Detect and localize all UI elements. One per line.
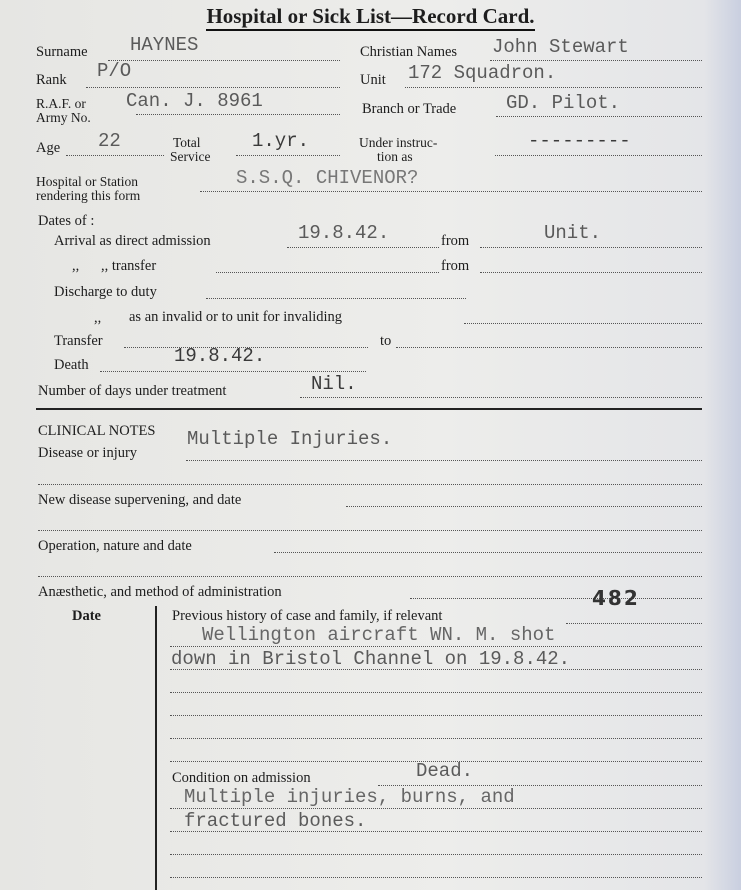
history-line-1: Wellington aircraft WN. M. shot — [202, 624, 556, 646]
blank-line — [38, 530, 702, 531]
history-rule-4 — [170, 715, 702, 716]
days-treatment-line — [300, 397, 702, 398]
age-line — [66, 155, 164, 156]
raf-no-value: Can. J. 8961 — [126, 90, 263, 112]
raf-no-line — [136, 114, 340, 115]
christian-names-value: John Stewart — [492, 36, 629, 58]
arrival-from-value: Unit. — [544, 222, 602, 244]
history-rule-1 — [170, 646, 702, 647]
disease-value: Multiple Injuries. — [187, 428, 393, 450]
condition-label: Condition on admission — [172, 770, 311, 786]
unit-value: 172 Squadron. — [408, 62, 557, 84]
raf-no-label-1: R.A.F. or — [36, 96, 86, 111]
previous-history-line — [566, 623, 702, 624]
condition-rule-4 — [170, 877, 702, 878]
arrival-line — [287, 247, 439, 248]
invalid-label: as an invalid or to unit for invaliding — [129, 309, 343, 325]
transfer-from-label: from — [441, 258, 470, 274]
blank-line — [38, 576, 702, 577]
from-label: from — [441, 233, 470, 249]
transfer-ditto-label: ,, ,, transfer — [72, 258, 157, 274]
death-line — [100, 371, 366, 372]
days-treatment-label: Number of days under treatment — [38, 383, 227, 399]
age-label: Age — [36, 140, 61, 156]
history-line-2: down in Bristol Channel on 19.8.42. — [171, 648, 571, 670]
operation-line — [274, 552, 702, 553]
date-column-divider — [155, 606, 157, 890]
surname-value: HAYNES — [130, 34, 199, 56]
arrival-from-line — [480, 247, 702, 248]
card-title — [0, 4, 741, 29]
christian-names-label: Christian Names — [360, 44, 458, 60]
disease-label: Disease or injury — [38, 445, 138, 461]
branch-line — [496, 116, 702, 117]
unit-line — [405, 87, 702, 88]
rank-label: Rank — [36, 72, 67, 88]
anaesthetic-label: Anæsthetic, and method of administration — [38, 584, 282, 600]
history-rule-3 — [170, 692, 702, 693]
branch-value: GD. Pilot. — [506, 92, 621, 114]
days-treatment-value: Nil. — [311, 373, 357, 395]
surname-line — [108, 60, 340, 61]
under-instruction-line — [495, 155, 702, 156]
new-disease-line — [346, 506, 702, 507]
disease-line — [186, 460, 702, 461]
total-service-label-2: Service — [170, 149, 211, 164]
arrival-date-value: 19.8.42. — [298, 222, 390, 244]
surname-label: Surname — [36, 44, 88, 60]
transfer-from-line — [480, 272, 702, 273]
unit-label: Unit — [360, 72, 386, 88]
operation-label: Operation, nature and date — [38, 538, 192, 554]
total-service-value: 1.yr. — [252, 130, 310, 152]
condition-rule-3 — [170, 854, 702, 855]
total-service-line — [236, 155, 340, 156]
transfer-label: Transfer — [54, 333, 103, 349]
condition-rule-1 — [170, 808, 702, 809]
hospital-value: S.S.Q. CHIVENOR? — [236, 167, 419, 189]
clinical-notes-label: CLINICAL NOTES — [38, 423, 156, 439]
under-instruction-label-2: tion as — [377, 149, 413, 164]
death-label: Death — [54, 357, 89, 373]
rank-value: P/O — [97, 60, 132, 82]
hospital-label-2: rendering this form — [36, 188, 141, 203]
raf-no-label-2: Army No. — [36, 110, 91, 125]
title-text: Hospital or Sick List—Record Card. — [206, 4, 534, 31]
condition-line-2: fractured bones. — [184, 810, 367, 832]
handwritten-number: 482 — [592, 586, 640, 610]
branch-label: Branch or Trade — [362, 101, 457, 117]
invalid-ditto: ,, — [94, 310, 102, 326]
christian-names-line — [490, 60, 702, 61]
condition-rule-2 — [170, 831, 702, 832]
previous-history-label: Previous history of case and family, if relevant — [172, 608, 443, 624]
transfer-line — [216, 272, 439, 273]
to-line — [396, 347, 702, 348]
blank-line — [38, 484, 702, 485]
death-value: 19.8.42. — [174, 345, 266, 367]
age-value: 22 — [98, 130, 121, 152]
total-service-label-1: Total — [173, 135, 201, 150]
to-label: to — [380, 333, 392, 349]
invalid-line — [464, 323, 702, 324]
hospital-line — [200, 191, 702, 192]
anaesthetic-line — [410, 598, 702, 599]
dates-of-label: Dates of : — [38, 213, 95, 229]
condition-value: Dead. — [416, 760, 474, 782]
rank-line — [86, 87, 340, 88]
condition-line-1: Multiple injuries, burns, and — [184, 786, 515, 808]
date-column-label: Date — [72, 608, 101, 624]
hospital-label-1: Hospital or Station — [36, 174, 138, 189]
arrival-label: Arrival as direct admission — [54, 233, 211, 249]
section-divider — [36, 408, 702, 410]
discharge-line — [206, 298, 466, 299]
history-rule-2 — [170, 669, 702, 670]
under-instruction-value: --------- — [528, 130, 631, 152]
discharge-label: Discharge to duty — [54, 284, 157, 300]
under-instruction-label-1: Under instruc- — [359, 135, 438, 150]
new-disease-label: New disease supervening, and date — [38, 492, 242, 508]
history-rule-5 — [170, 738, 702, 739]
